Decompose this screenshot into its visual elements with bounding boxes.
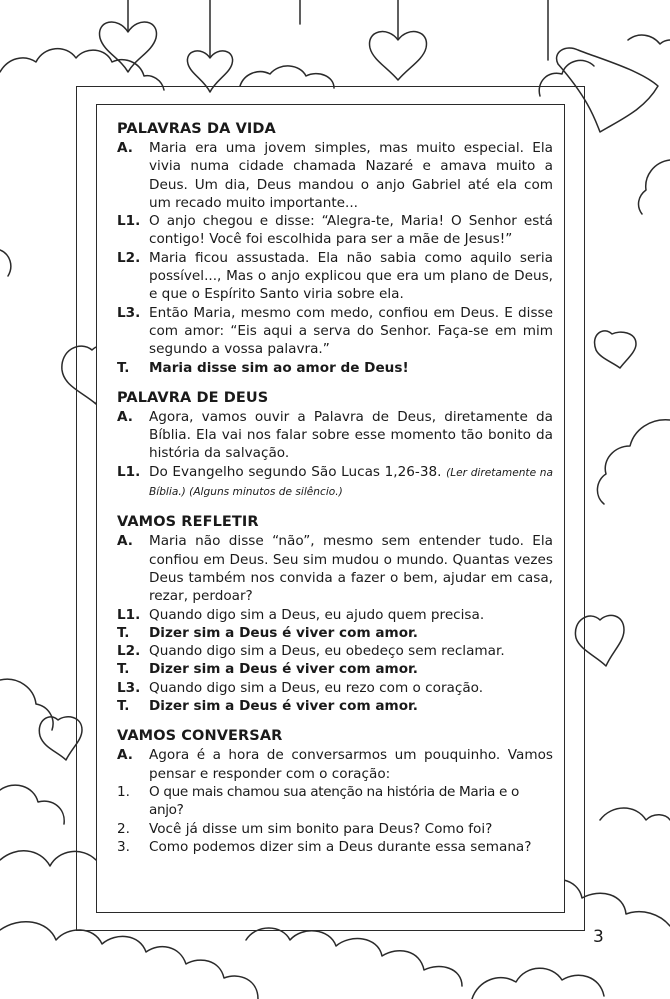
script-line [117, 212, 553, 249]
speaker-tag: T. [117, 698, 130, 715]
question-number: 2. [117, 820, 130, 837]
script-line [117, 697, 553, 715]
speaker-tag: L1. [117, 606, 141, 623]
line-text: Quando digo sim a Deus, eu obedeço sem reclamar. [149, 643, 505, 660]
response-text: Dizer sim a Deus é viver com amor. [149, 624, 418, 641]
hanging-strings [128, 0, 548, 60]
question-text: Como podemos dizer sim a Deus durante essa semana? [149, 838, 532, 855]
script-line [117, 660, 553, 678]
cloud-shape [597, 420, 670, 504]
section-palavra-de-deus [117, 389, 553, 501]
section-title: VAMOS CONVERSAR [117, 728, 283, 745]
line-text: Então Maria, mesmo com medo, confiou em Deus. E disse com amor: “Eis aqui a serva do Senhor. Faça-se em mim segundo a vossa palavra.” [149, 304, 553, 358]
page-number: 3 [593, 927, 604, 947]
script-line [117, 679, 553, 697]
line-text: Do Evangelho segundo São Lucas 1,26-38. [149, 463, 447, 480]
cloud-shape [0, 922, 258, 999]
script-line [117, 624, 553, 642]
speaker-tag: A. [117, 747, 133, 764]
cloud-shape [0, 679, 53, 730]
line-text: Quando digo sim a Deus, eu ajudo quem precisa. [149, 606, 485, 623]
script-line [117, 746, 553, 783]
script-line [117, 463, 553, 502]
line-text: Maria ficou assustada. Ela não sabia como aquilo seria possível..., Mas o anjo explicou que era um plano de Deus, e que o Espírito Santo viria sobre ela. [149, 249, 553, 303]
speaker-tag: L1. [117, 463, 141, 480]
speaker-tag: A. [117, 140, 133, 156]
question-text: O que mais chamou sua atenção na história de Maria e o anjo? [149, 783, 519, 819]
speaker-tag: T. [117, 661, 130, 678]
line-text: Quando digo sim a Deus, eu rezo com o coração. [149, 679, 484, 696]
cloud-shape [0, 785, 64, 824]
speaker-tag: T. [117, 359, 130, 376]
question-number: 3. [117, 838, 130, 855]
section-vamos-refletir [117, 513, 553, 715]
line-text: Maria era uma jovem simples, mas muito especial. Ela vivia numa cidade chamada Nazaré e amava muito a Deus. Um dia, Deus mandou o anjo Gabriel até ela com um recado muito importante... [149, 140, 553, 211]
question-item [117, 820, 553, 838]
script-line [117, 532, 553, 605]
response-text: Dizer sim a Deus é viver com amor. [149, 661, 418, 678]
question-item [117, 838, 553, 856]
cloud-shape [0, 250, 11, 276]
cloud-shape [628, 35, 670, 44]
cloud-shape [0, 49, 164, 90]
question-text: Você já disse um sim bonito para Deus? Como foi? [149, 820, 493, 837]
speaker-tag: L3. [117, 304, 141, 321]
script-line [117, 408, 553, 463]
script-line [117, 139, 553, 212]
line-text: Maria não disse “não”, mesmo sem entender tudo. Ela confiou em Deus. Seu sim mudou o mundo. Quantas vezes Deus também nos convida a fazer o bem, ajudar em casa, rezar, perdoar? [149, 533, 553, 605]
content-area [117, 120, 553, 868]
section-vamos-conversar [117, 727, 553, 856]
section-title: PALAVRAS DA VIDA [117, 121, 276, 137]
speaker-tag: A. [117, 533, 133, 550]
script-line [117, 606, 553, 624]
heart-icon [370, 32, 427, 80]
section-palavras-da-vida [117, 120, 553, 377]
line-text: Agora, vamos ouvir a Palavra de Deus, diretamente da Bíblia. Ela vai nos falar sobre esse momento tão bonito da história da salvação. [149, 408, 553, 462]
script-line [117, 304, 553, 359]
script-line [117, 642, 553, 660]
cloud-shape [240, 66, 334, 88]
heart-icon [595, 331, 636, 368]
line-text-with-note [149, 463, 553, 502]
speaker-tag: L2. [117, 249, 141, 266]
response-text: Maria disse sim ao amor de Deus! [149, 359, 409, 376]
speaker-tag: L3. [117, 679, 141, 696]
cloud-shape [246, 928, 462, 986]
cloud-shape [472, 968, 604, 999]
cloud-shape [639, 160, 670, 214]
script-line [117, 359, 553, 377]
speaker-tag: L2. [117, 643, 141, 660]
line-text: O anjo chegou e disse: “Alegra-te, Maria! O Senhor está contigo! Você foi escolhida para ser a mãe de Jesus!” [149, 213, 553, 248]
speaker-tag: A. [117, 408, 133, 425]
cloud-shape [600, 808, 670, 820]
section-title: VAMOS REFLETIR [117, 514, 259, 531]
question-item [117, 783, 553, 820]
section-title: PALAVRA DE DEUS [117, 389, 269, 406]
speaker-tag: T. [117, 624, 130, 641]
stage-note: (Ler diretamente na Bíblia.) (Alguns minutos de silêncio.) [149, 466, 553, 499]
response-text: Dizer sim a Deus é viver com amor. [149, 698, 418, 715]
speaker-tag: L1. [117, 213, 141, 230]
script-line [117, 249, 553, 304]
question-number: 1. [117, 783, 130, 800]
line-text: Agora é a hora de conversarmos um pouquinho. Vamos pensar e responder com o coração: [149, 747, 553, 782]
